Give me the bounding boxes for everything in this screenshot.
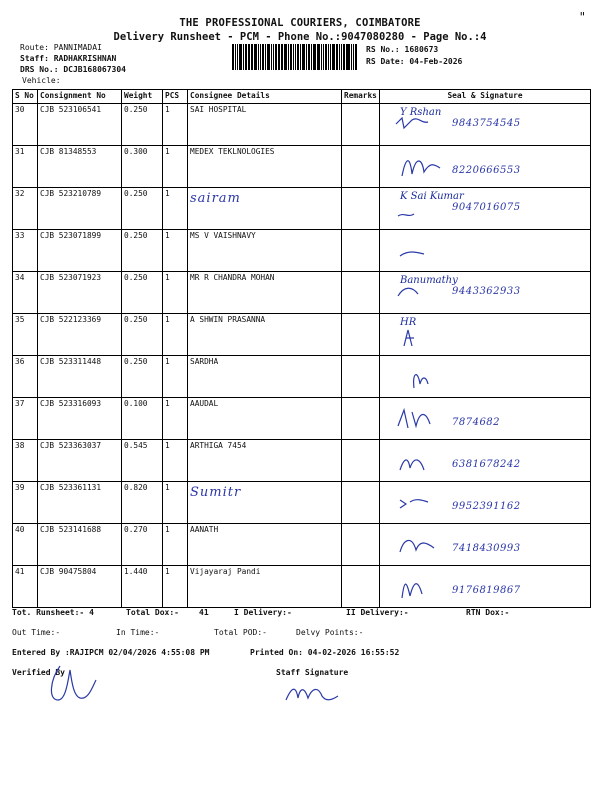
remarks-cell (342, 566, 380, 608)
col-sno: S No (13, 90, 38, 104)
staff-label: Staff: RADHAKRISHNAN (20, 54, 117, 63)
weight-cell (122, 230, 163, 272)
document-title: THE PROFESSIONAL COURIERS, COIMBATORE (179, 17, 421, 29)
pcs-cell (163, 398, 188, 440)
consignee-cell (188, 440, 342, 482)
pcs-cell (163, 566, 188, 608)
consignment-value: CJB 523141688 (40, 525, 102, 534)
signature-cell (380, 524, 591, 566)
sno-value: 31 (15, 147, 25, 156)
consignment-value: CJB 523106541 (40, 105, 102, 114)
signature-phone-note: 7874682 (452, 417, 501, 428)
weight-value: 0.250 (124, 315, 148, 324)
printed-on: Printed On: 04-02-2026 16:55:52 (250, 648, 400, 657)
sno-cell (13, 566, 38, 608)
sno-value: 34 (15, 273, 25, 282)
weight-cell (122, 482, 163, 524)
weight-value: 0.300 (124, 147, 148, 156)
signature-scribble (394, 194, 454, 224)
consignee-cell (188, 314, 342, 356)
pcs-value: 1 (165, 147, 170, 156)
pcs-cell (163, 524, 188, 566)
remarks-cell (342, 188, 380, 230)
signature-scribble (394, 446, 454, 476)
tot-runsheet: Tot. Runsheet:- 4 (12, 608, 94, 617)
consignee-value: SARDHA (190, 357, 219, 366)
sno-value: 35 (15, 315, 25, 324)
signature-text: Banumathy (400, 275, 458, 286)
signature-cell (380, 566, 591, 608)
sno-cell (13, 230, 38, 272)
remarks-cell (342, 146, 380, 188)
sno-value: 40 (15, 525, 25, 534)
sno-cell (13, 314, 38, 356)
in-time: In Time:- (116, 628, 160, 637)
weight-value: 0.820 (124, 483, 148, 492)
staff-signature-scribble (282, 680, 342, 708)
signature-scribble (394, 572, 454, 602)
sno-cell (13, 188, 38, 230)
weight-cell (122, 398, 163, 440)
pcs-cell (163, 272, 188, 314)
signature-text: Y Rshan (400, 107, 442, 118)
table-row (13, 524, 591, 566)
consignee-value: MEDEX TEKLNOLOGIES (190, 147, 275, 156)
consignment-cell (38, 272, 122, 314)
signature-phone-note: 7418430993 (452, 543, 521, 554)
signature-scribble (394, 530, 454, 560)
consignment-value: CJB 523361131 (40, 483, 102, 492)
signature-scribble (394, 404, 454, 434)
pcs-cell (163, 356, 188, 398)
col-consignee: Consignee Details (188, 90, 342, 104)
remarks-cell (342, 356, 380, 398)
total-pod: Total POD:- (214, 628, 267, 637)
consignee-cell (188, 524, 342, 566)
signature-phone-note: 9047016075 (452, 202, 521, 213)
consignee-cell (188, 482, 342, 524)
table-row (13, 272, 591, 314)
pcs-cell (163, 146, 188, 188)
table-row (13, 440, 591, 482)
vehicle-label: Vehicle: (22, 76, 61, 85)
weight-value: 0.250 (124, 273, 148, 282)
consignee-cell (188, 188, 342, 230)
remarks-cell (342, 314, 380, 356)
consignee-value: Vijayaraj Pandi (190, 567, 261, 576)
col-consignment: Consignment No (38, 90, 122, 104)
col-weight: Weight (122, 90, 163, 104)
signature-phone-note: 8220666553 (452, 165, 521, 176)
consignment-value: CJB 90475804 (40, 567, 97, 576)
pcs-value: 1 (165, 441, 170, 450)
runsheet-subtitle: Delivery Runsheet - PCM - Phone No.:9047080280 - Page No.:4 (113, 31, 487, 43)
consignee-value: AAUDAL (190, 399, 219, 408)
signature-scribble (394, 152, 454, 182)
sno-value: 36 (15, 357, 25, 366)
signature-cell (380, 314, 591, 356)
remarks-cell (342, 398, 380, 440)
pcs-value: 1 (165, 525, 170, 534)
weight-value: 1.440 (124, 567, 148, 576)
signature-phone-note: 9176819867 (452, 585, 521, 596)
pcs-cell (163, 440, 188, 482)
signature-cell (380, 440, 591, 482)
remarks-cell (342, 524, 380, 566)
signature-cell (380, 398, 591, 440)
weight-cell (122, 566, 163, 608)
consignment-cell (38, 398, 122, 440)
pcs-value: 1 (165, 315, 170, 324)
total-dox-label: Total Dox:- (126, 608, 179, 617)
sno-value: 32 (15, 189, 25, 198)
pcs-cell (163, 104, 188, 146)
table-row (13, 104, 591, 146)
signature-text: HR (400, 317, 417, 328)
consignee-value: MR R CHANDRA MOHAN (190, 273, 275, 282)
weight-value: 0.250 (124, 357, 148, 366)
pcs-value: 1 (165, 231, 170, 240)
weight-cell (122, 188, 163, 230)
pcs-value: 1 (165, 483, 170, 492)
weight-cell (122, 146, 163, 188)
table-row (13, 314, 591, 356)
weight-value: 0.545 (124, 441, 148, 450)
rs-number: RS No.: 1680673 (366, 45, 439, 54)
consignment-value: CJB 523363037 (40, 441, 102, 450)
remarks-cell (342, 230, 380, 272)
table-row (13, 188, 591, 230)
remarks-cell (342, 272, 380, 314)
sno-value: 41 (15, 567, 25, 576)
weight-value: 0.250 (124, 105, 148, 114)
handwritten-consignee-note: sairam (190, 191, 241, 206)
pcs-cell (163, 482, 188, 524)
signature-phone-note: 6381678242 (452, 459, 521, 470)
consignment-cell (38, 230, 122, 272)
signature-scribble (394, 236, 454, 266)
signature-phone-note: 9443362933 (452, 286, 521, 297)
signature-cell (380, 146, 591, 188)
staff-signature-label: Staff Signature (276, 668, 349, 677)
signature-scribble (394, 110, 454, 140)
consignment-cell (38, 524, 122, 566)
weight-cell (122, 272, 163, 314)
consignment-cell (38, 482, 122, 524)
sno-cell (13, 356, 38, 398)
route-label: Route: PANNIMADAI (20, 43, 102, 52)
signature-scribble (394, 362, 454, 392)
delvy-points: Delvy Points:- (296, 628, 364, 637)
weight-value: 0.250 (124, 231, 148, 240)
table-header-row (13, 90, 591, 104)
weight-cell (122, 356, 163, 398)
weight-cell (122, 314, 163, 356)
sno-cell (13, 440, 38, 482)
consignment-cell (38, 566, 122, 608)
consignment-value: CJB 523311448 (40, 357, 102, 366)
pcs-value: 1 (165, 273, 170, 282)
table-row (13, 566, 591, 608)
signature-cell (380, 104, 591, 146)
remarks-cell (342, 104, 380, 146)
ii-delivery: II Delivery:- (346, 608, 409, 617)
corner-mark: " (578, 10, 586, 24)
verified-by: Verified By (12, 668, 65, 677)
entered-by: Entered By :RAJIPCM 02/04/2026 4:55:08 PM (12, 648, 210, 657)
sno-cell (13, 398, 38, 440)
signature-scribble (394, 488, 454, 518)
verified-signature-scribble (40, 660, 110, 706)
table-row (13, 230, 591, 272)
sno-value: 37 (15, 399, 25, 408)
total-dox-value: 41 (199, 608, 209, 617)
sno-value: 39 (15, 483, 25, 492)
consignment-cell (38, 104, 122, 146)
signature-cell (380, 188, 591, 230)
runsheet-table (12, 89, 591, 608)
table-row (13, 356, 591, 398)
weight-cell (122, 440, 163, 482)
sno-value: 30 (15, 105, 25, 114)
signature-cell (380, 272, 591, 314)
pcs-cell (163, 188, 188, 230)
consignment-value: CJB 523071899 (40, 231, 102, 240)
consignment-cell (38, 356, 122, 398)
signature-phone-note: 9843754545 (452, 118, 521, 129)
pcs-value: 1 (165, 189, 170, 198)
consignee-cell (188, 566, 342, 608)
signature-text: K Sai Kumar (400, 191, 464, 202)
table-row (13, 482, 591, 524)
consignee-value: ARTHIGA 7454 (190, 441, 247, 450)
consignee-cell (188, 398, 342, 440)
consignee-cell (188, 230, 342, 272)
pcs-value: 1 (165, 105, 170, 114)
barcode (232, 44, 358, 70)
consignment-cell (38, 146, 122, 188)
weight-cell (122, 104, 163, 146)
pcs-cell (163, 314, 188, 356)
pcs-cell (163, 230, 188, 272)
drs-number: DRS No.: DCJB168067304 (20, 65, 126, 74)
col-remarks: Remarks (342, 90, 380, 104)
col-pcs: PCS (163, 90, 188, 104)
consignment-value: CJB 523210789 (40, 189, 102, 198)
pcs-value: 1 (165, 357, 170, 366)
signature-cell (380, 356, 591, 398)
sno-cell (13, 482, 38, 524)
consignee-cell (188, 356, 342, 398)
consignee-value: A SHWIN PRASANNA (190, 315, 266, 324)
consignment-cell (38, 440, 122, 482)
rs-date: RS Date: 04-Feb-2026 (366, 57, 463, 66)
signature-phone-note: 9952391162 (452, 501, 521, 512)
consignee-cell (188, 272, 342, 314)
consignment-value: CJB 523316093 (40, 399, 102, 408)
consignee-value: AANATH (190, 525, 219, 534)
weight-value: 0.270 (124, 525, 148, 534)
consignment-cell (38, 314, 122, 356)
sno-value: 33 (15, 231, 25, 240)
consignment-value: CJB 81348553 (40, 147, 97, 156)
remarks-cell (342, 482, 380, 524)
out-time: Out Time:- (12, 628, 61, 637)
signature-scribble (394, 278, 454, 308)
sno-cell (13, 524, 38, 566)
consignment-value: CJB 523071923 (40, 273, 102, 282)
signature-scribble (394, 320, 454, 350)
col-signature: Seal & Signature (380, 90, 591, 104)
consignee-cell (188, 146, 342, 188)
rtn-dox: RTN Dox:- (466, 608, 510, 617)
consignment-value: CJB 522123369 (40, 315, 102, 324)
signature-cell (380, 230, 591, 272)
consignee-value: MS V VAISHNAVY (190, 231, 256, 240)
i-delivery: I Delivery:- (234, 608, 292, 617)
handwritten-consignee-note: Sumitr (190, 485, 242, 500)
sno-cell (13, 104, 38, 146)
sno-cell (13, 272, 38, 314)
sno-value: 38 (15, 441, 25, 450)
table-row (13, 146, 591, 188)
weight-value: 0.100 (124, 399, 148, 408)
consignment-cell (38, 188, 122, 230)
remarks-cell (342, 440, 380, 482)
table-row (13, 398, 591, 440)
pcs-value: 1 (165, 399, 170, 408)
pcs-value: 1 (165, 567, 170, 576)
weight-cell (122, 524, 163, 566)
consignee-value: SAI HOSPITAL (190, 105, 247, 114)
signature-cell (380, 482, 591, 524)
weight-value: 0.250 (124, 189, 148, 198)
sno-cell (13, 146, 38, 188)
consignee-cell (188, 104, 342, 146)
